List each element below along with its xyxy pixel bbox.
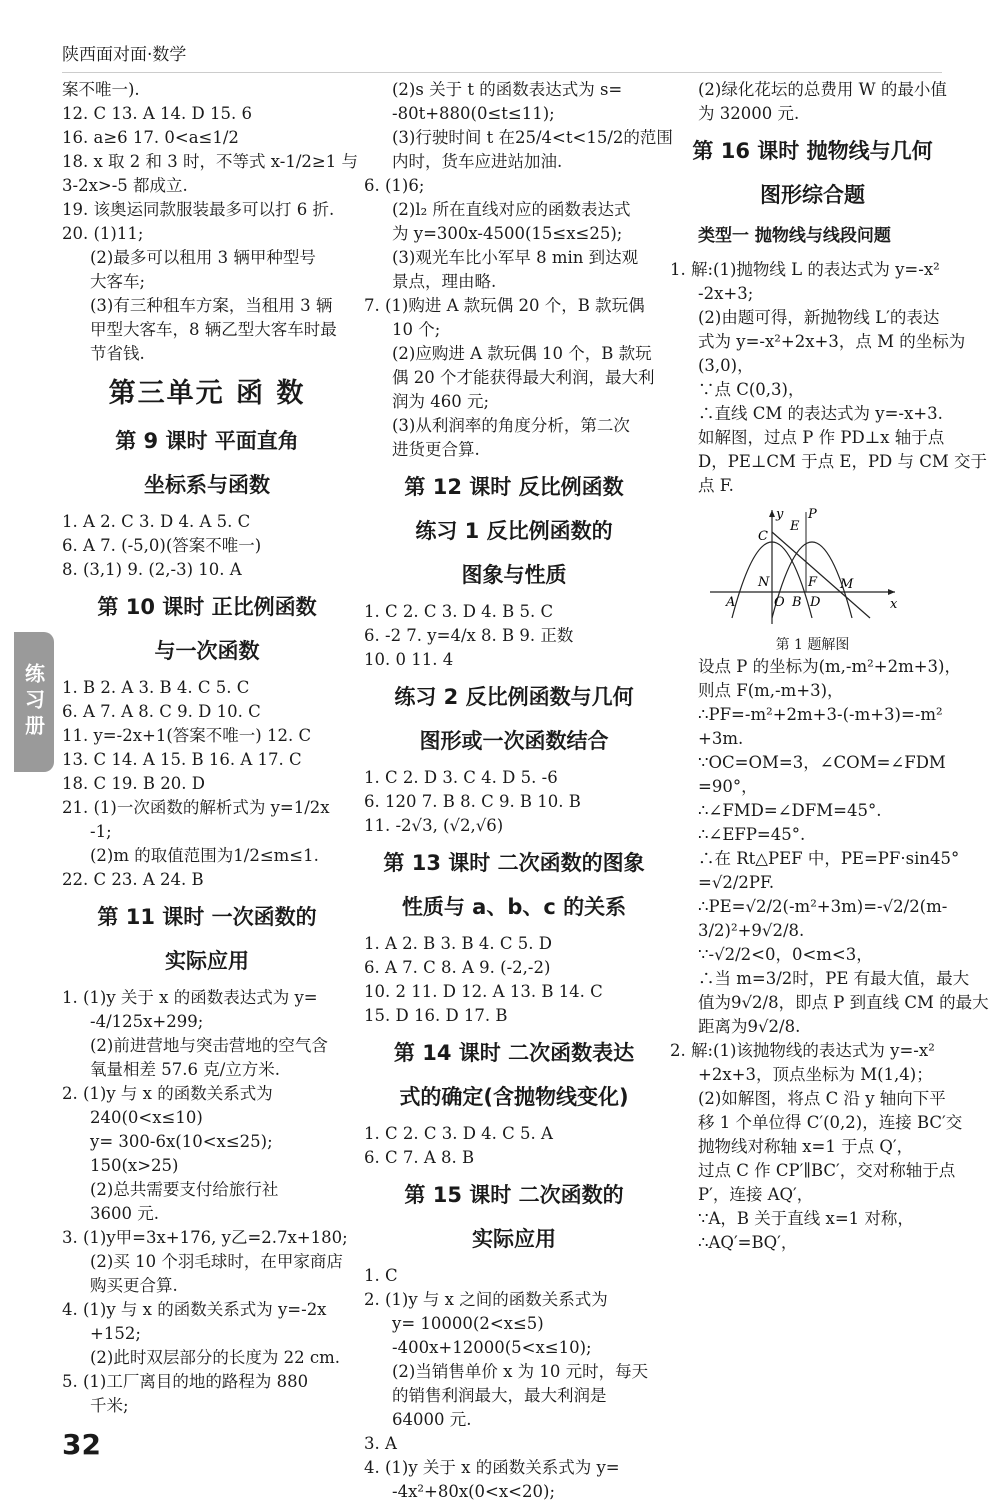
answer-line: 过点 C 作 CP′∥BC′，交对称轴于点 — [698, 1161, 956, 1180]
answer-line: 20. (1)11; — [62, 224, 144, 243]
answer-line: 距离为9√2/8. — [698, 1017, 801, 1036]
answer-line: 内时，货车应进站加油. — [392, 152, 563, 171]
answer-line: 1. C 2. C 3. D 4. C 5. A — [364, 1124, 553, 1143]
answer-line: -80t+880(0≤t≤11); — [392, 104, 555, 123]
answer-line: 18. x 取 2 和 3 时，不等式 x-1/2≥1 与 — [62, 152, 358, 171]
answer-line: ∴∠FMD=∠DFM=45°. — [698, 801, 882, 820]
answer-line: 10. 0 11. 4 — [364, 650, 454, 669]
answer-line: 抛物线对称轴 x=1 于点 Q′， — [698, 1137, 914, 1156]
lesson-heading: 第 12 课时 反比例函数 — [404, 475, 624, 499]
header-title: 陕西面对面·数学 — [62, 45, 187, 65]
answer-line: 1. C 2. C 3. D 4. B 5. C — [364, 602, 554, 621]
answer-line: 1. A 2. B 3. B 4. C 5. D — [364, 934, 552, 953]
lesson-heading: 实际应用 — [165, 949, 249, 973]
answer-line: 15. D 16. D 17. B — [364, 1006, 508, 1025]
lesson-heading: 性质与 a、b、c 的关系 — [401, 895, 627, 919]
answer-line: 22. C 23. A 24. B — [62, 870, 204, 889]
answer-line: 偶 20 个才能获得最大利润，最大利 — [392, 368, 655, 387]
lesson-heading: 第 10 课时 正比例函数 — [97, 595, 317, 619]
answer-line: 150(x>25) — [90, 1156, 179, 1175]
lesson-heading: 图形综合题 — [760, 183, 865, 207]
figure-label-x: x — [890, 597, 898, 612]
lesson-heading: 第 14 课时 二次函数表达 — [393, 1041, 635, 1065]
answer-line: (2)由题可得，新抛物线 L′的表达 — [698, 308, 940, 327]
answer-line: ∵OC=OM=3，∠COM=∠FDM — [698, 753, 946, 772]
answer-line: =√2/2PF. — [698, 873, 775, 892]
answer-line: 18. C 19. B 20. D — [62, 774, 205, 793]
answer-line: 案不唯一). — [62, 80, 140, 99]
figure-label-m: M — [840, 577, 854, 592]
answer-line: 氧量相差 57.6 克/立方米. — [90, 1060, 281, 1079]
answer-line: 为 32000 元. — [698, 104, 800, 123]
answer-line: 为 y=300x-4500(15≤x≤25); — [392, 224, 623, 243]
answer-line: (2)s 关于 t 的函数表达式为 s= — [392, 80, 623, 99]
answer-line: 进货更合算. — [392, 440, 480, 459]
answer-line: 16. a≥6 17. 0<a≤1/2 — [62, 128, 239, 147]
answer-line: 值为9√2/8，即点 P 到直线 CM 的最大 — [698, 993, 989, 1012]
parabola-figure — [710, 506, 955, 631]
answer-line: ∴直线 CM 的表达式为 y=-x+3. — [698, 404, 943, 423]
answer-line: =90°， — [698, 777, 758, 796]
lesson-heading: 实际应用 — [472, 1227, 556, 1251]
lesson-heading: 练习 2 反比例函数与几何 — [394, 685, 634, 709]
figure-label-p: P — [808, 507, 817, 522]
answer-line: 10 个; — [392, 320, 441, 339]
side-tab: 练习册 — [14, 632, 54, 772]
answer-line: (3,0)， — [698, 356, 754, 375]
answer-line: 1. (1)y 关于 x 的函数表达式为 y= — [62, 988, 318, 1007]
lesson-heading: 图象与性质 — [461, 563, 567, 587]
answer-line: (3)从利润率的角度分析，第二次 — [392, 416, 630, 435]
answer-line: 3-2x>-5 都成立. — [62, 176, 188, 195]
answer-line: (2)当销售单价 x 为 10 元时，每天 — [392, 1362, 649, 1381]
answer-line: -4/125x+299; — [90, 1012, 204, 1031]
figure-label-a: A — [726, 595, 736, 610]
answer-line: P′，连接 AQ′， — [698, 1185, 814, 1204]
answer-line: 2. (1)y 与 x 的函数关系式为 — [62, 1084, 273, 1103]
answer-line: ∵-√2/2<0，0<m<3， — [698, 945, 873, 964]
answer-line: ∴AQ′=BQ′， — [698, 1233, 798, 1252]
answer-line: (2)l₂ 所在直线对应的函数表达式 — [392, 200, 631, 219]
answer-line: 6. C 7. A 8. B — [364, 1148, 475, 1167]
lesson-heading: 第 11 课时 一次函数的 — [97, 905, 317, 929]
answer-line: 3/2)²+9√2/8. — [698, 921, 805, 940]
answer-line: (2)应购进 A 款玩偶 10 个，B 款玩 — [392, 344, 652, 363]
answer-line: ∴PE=√2/2(-m²+3m)=-√2/2(m- — [698, 897, 948, 916]
answer-line: (3)观光车比小军早 8 min 到达观 — [392, 248, 639, 267]
figure-label-b: B — [792, 595, 802, 610]
figure-label-n: N — [758, 575, 770, 590]
answer-line: 设点 P 的坐标为(m,-m²+2m+3)， — [698, 657, 961, 676]
answer-line: 4. (1)y 关于 x 的函数关系式为 y= — [364, 1458, 620, 1477]
answer-line: (2)前进营地与突击营地的空气含 — [90, 1036, 328, 1055]
answer-line: +3m. — [698, 729, 744, 748]
header-divider — [62, 72, 942, 73]
answer-line: ∴PF=-m²+2m+3-(-m+3)=-m² — [698, 705, 943, 724]
answer-line: 6. A 7. (-5,0)(答案不唯一) — [62, 536, 262, 555]
answer-line: 21. (1)一次函数的解析式为 y=1/2x — [62, 798, 330, 817]
answer-line: 千米; — [90, 1396, 129, 1415]
answer-line: 购买更合算. — [90, 1276, 178, 1295]
column-middle — [364, 78, 673, 1504]
figure-label-y: y — [776, 507, 784, 522]
figure-label-c: C — [758, 529, 768, 544]
answer-line: 5. (1)工厂离目的地的路程为 880 — [62, 1372, 309, 1391]
answer-line: 6. A 7. C 8. A 9. (-2,-2) — [364, 958, 551, 977]
lesson-heading: 第 13 课时 二次函数的图象 — [383, 851, 645, 875]
answer-line: 1. C 2. D 3. C 4. D 5. -6 — [364, 768, 558, 787]
answer-line: 64000 元. — [392, 1410, 472, 1429]
answer-line: 节省钱. — [90, 344, 145, 363]
answer-line: ∵A，B 关于直线 x=1 对称， — [698, 1209, 914, 1228]
answer-line: -1; — [90, 822, 112, 841]
answer-line: 甲型大客车，8 辆乙型大客车时最 — [90, 320, 337, 339]
answer-line: 点 F. — [698, 476, 734, 495]
answer-line: 3. (1)y甲=3x+176, y乙=2.7x+180; — [62, 1228, 348, 1247]
answer-line: 1. B 2. A 3. B 4. C 5. C — [62, 678, 250, 697]
answer-line: (2)如解图，将点 C 沿 y 轴向下平 — [698, 1089, 946, 1108]
answer-line: ∴当 m=3/2时，PE 有最大值，最大 — [698, 969, 970, 988]
answer-line: 11. -2√3, (√2,√6) — [364, 816, 504, 835]
lesson-heading: 第 15 课时 二次函数的 — [404, 1183, 624, 1207]
answer-line: 则点 F(m,-m+3)， — [698, 681, 844, 700]
figure-label-f: F — [808, 575, 818, 590]
answer-line: (2)绿化花坛的总费用 W 的最小值 — [698, 80, 947, 99]
answer-line: 的销售利润最大，最大利润是 — [392, 1386, 607, 1405]
unit-heading: 第三单元 函 数 — [108, 378, 306, 409]
answer-line: 7. (1)购进 A 款玩偶 20 个，B 款玩偶 — [364, 296, 645, 315]
page-number: 32 — [62, 1428, 101, 1461]
answer-line: D，PE⊥CM 于点 E，PD 与 CM 交于 — [698, 452, 988, 471]
answer-line: 润为 460 元; — [392, 392, 490, 411]
answer-line: 大客车; — [90, 272, 146, 291]
answer-line: 6. (1)6; — [364, 176, 425, 195]
answer-line: ∵点 C(0,3)， — [698, 380, 805, 399]
answer-line: 2. (1)y 与 x 之间的函数关系式为 — [364, 1290, 608, 1309]
answer-line: 6. 120 7. B 8. C 9. B 10. B — [364, 792, 581, 811]
answer-line: ∴在 Rt△PEF 中，PE=PF·sin45° — [698, 849, 960, 868]
answer-line: -2x+3; — [698, 284, 754, 303]
answer-line: 2. 解:(1)该抛物线的表达式为 y=-x² — [670, 1041, 935, 1060]
answer-line: (2)最多可以租用 3 辆甲种型号 — [90, 248, 316, 267]
answer-line: 1. C — [364, 1266, 398, 1285]
answer-line: 式为 y=-x²+2x+3，点 M 的坐标为 — [698, 332, 966, 351]
column-right — [670, 78, 989, 1255]
type-heading: 类型一 抛物线与线段问题 — [698, 226, 891, 246]
lesson-heading: 第 9 课时 平面直角 — [115, 429, 299, 453]
answer-line: 如解图，过点 P 作 PD⊥x 轴于点 — [698, 428, 945, 447]
answer-line: 4. (1)y 与 x 的函数关系式为 y=-2x — [62, 1300, 327, 1319]
answer-line: 10. 2 11. D 12. A 13. B 14. C — [364, 982, 603, 1001]
figure-caption: 第 1 题解图 — [775, 637, 850, 653]
column-left — [62, 78, 358, 1418]
lesson-heading: 图形或一次函数结合 — [419, 729, 609, 753]
answer-line: 19. 该奥运同款服装最多可以打 6 折. — [62, 200, 335, 219]
answer-line: -4x²+80x(0<x<20); — [392, 1482, 556, 1501]
answer-line: -400x+12000(5<x≤10); — [392, 1338, 592, 1357]
lesson-heading: 练习 1 反比例函数的 — [415, 519, 613, 543]
answer-line: 12. C 13. A 14. D 15. 6 — [62, 104, 252, 123]
answer-line: (3)有三种租车方案，当租用 3 辆 — [90, 296, 333, 315]
lesson-heading: 第 16 课时 抛物线与几何 — [692, 139, 933, 163]
answer-line: ∴∠EFP=45°. — [698, 825, 806, 844]
answer-line: 1. A 2. C 3. D 4. A 5. C — [62, 512, 251, 531]
answer-line: 6. -2 7. y=4/x 8. B 9. 正数 — [364, 626, 574, 645]
lesson-heading: 与一次函数 — [154, 639, 260, 663]
answer-line: y= 10000(2<x≤5) — [392, 1314, 544, 1333]
answer-line: 13. C 14. A 15. B 16. A 17. C — [62, 750, 302, 769]
answer-line: 1. 解:(1)抛物线 L 的表达式为 y=-x² — [670, 260, 940, 279]
figure-label-o: O — [774, 595, 785, 610]
answer-line: +2x+3，顶点坐标为 M(1,4)； — [698, 1065, 933, 1084]
answer-line: (2)m 的取值范围为1/2≤m≤1. — [90, 846, 319, 865]
lesson-heading: 式的确定(含抛物线变化) — [399, 1085, 629, 1109]
answer-line: 3600 元. — [90, 1204, 159, 1223]
answer-line: y= 300-6x(10<x≤25); — [90, 1132, 273, 1151]
answer-line: (2)买 10 个羽毛球时，在甲家商店 — [90, 1252, 343, 1271]
answer-line: 6. A 7. A 8. C 9. D 10. C — [62, 702, 261, 721]
answer-line: (2)此时双层部分的长度为 22 cm. — [90, 1348, 340, 1367]
answer-line: (3)行驶时间 t 在25/4<t<15/2的范围 — [392, 128, 673, 147]
answer-line: +152; — [90, 1324, 141, 1343]
answer-line: 3. A — [364, 1434, 397, 1453]
figure-label-d: D — [810, 595, 821, 610]
lesson-heading: 坐标系与函数 — [144, 473, 270, 497]
figure-label-e: E — [790, 519, 800, 534]
answer-line: 240(0<x≤10) — [90, 1108, 203, 1127]
answer-line: 景点，理由略. — [392, 272, 497, 291]
answer-line: 8. (3,1) 9. (2,-3) 10. A — [62, 560, 242, 579]
answer-line: 移 1 个单位得 C′(0,2)，连接 BC′交 — [698, 1113, 963, 1132]
answer-line: 11. y=-2x+1(答案不唯一) 12. C — [62, 726, 312, 745]
answer-line: (2)总共需要支付给旅行社 — [90, 1180, 279, 1199]
